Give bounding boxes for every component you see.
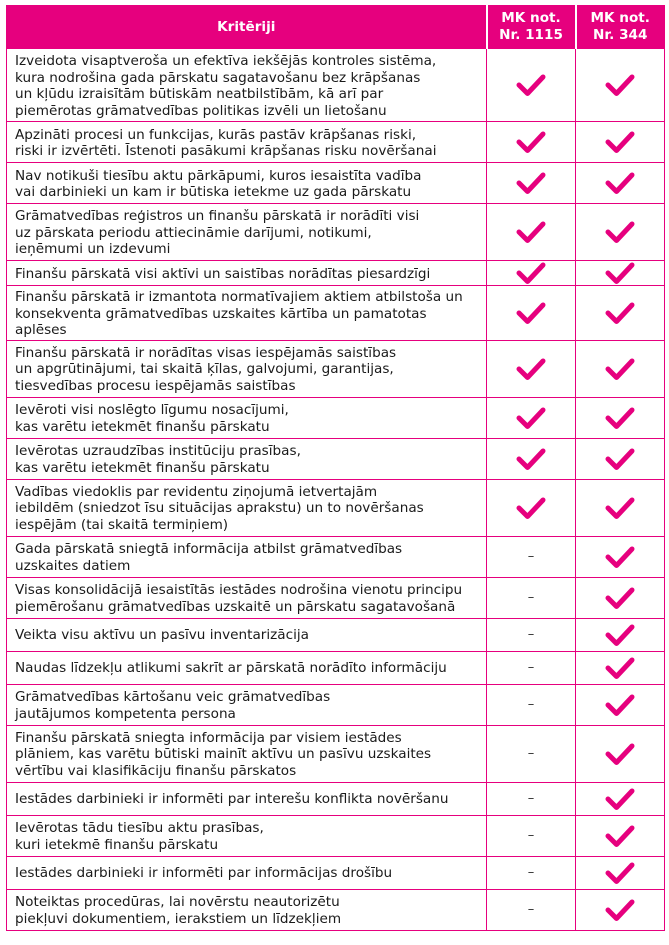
checkmark-icon: [605, 545, 635, 569]
table-row: [7, 684, 665, 725]
dash-mark: –: [527, 659, 535, 675]
mark-cell-mk-344: [576, 889, 665, 930]
checkmark-icon: [605, 824, 635, 848]
mark-cell-mk-344: [576, 286, 665, 341]
criterion-text: Finanšu pārskatā ir izmantota normatīvajiem aktiem atbilstoša un konsekventa grāmatvedības uzskaites kārtība un pamatotas aplēses: [7, 286, 487, 341]
mark-cell-mk-344: [576, 397, 665, 438]
checkmark-icon: [605, 220, 635, 244]
dash-mark: –: [527, 589, 535, 605]
mark-cell-mk-1115: [487, 577, 576, 618]
mark-cell-mk-1115: [487, 684, 576, 725]
table-row: [7, 479, 665, 536]
table-row: [7, 856, 665, 889]
mark-cell-mk-344: [576, 536, 665, 577]
checkmark-icon: [605, 357, 635, 381]
table-row: [7, 397, 665, 438]
table-row: [7, 204, 665, 261]
mark-cell-mk-1115: [487, 286, 576, 341]
mark-cell-mk-344: [576, 684, 665, 725]
mark-cell-mk-344: [576, 577, 665, 618]
mark-cell-mk-1115: [487, 479, 576, 536]
checkmark-icon: [605, 261, 635, 285]
mark-cell-mk-344: [576, 204, 665, 261]
mark-cell-mk-344: [576, 782, 665, 815]
checkmark-icon: [605, 130, 635, 154]
dash-mark: –: [527, 790, 535, 806]
table-body: [7, 49, 665, 931]
table-row: [7, 782, 665, 815]
criterion-text: Izveidota visaptveroša un efektīva iekšējās kontroles sistēma, kura nodrošina gada pārskatu sagatavošanu bez krāpšanas un kļūdu izraisītām būtiskām neatbilstībām, kā arī par piemērotas grāmatvedības politikas izvēli un lietošanu: [7, 49, 487, 122]
criterion-text: Ievēroti visi noslēgto līgumu nosacījumi, kas varētu ietekmēt finanšu pārskatu: [7, 397, 487, 438]
mark-cell-mk-1115: [487, 340, 576, 397]
table-row: [7, 815, 665, 856]
table-row: [7, 536, 665, 577]
mark-cell-mk-1115: [487, 725, 576, 782]
mark-cell-mk-344: [576, 49, 665, 122]
criterion-text: Gada pārskatā sniegtā informācija atbilst grāmatvedības uzskaites datiem: [7, 536, 487, 577]
mark-cell-mk-1115: [487, 782, 576, 815]
dash-mark: –: [527, 548, 535, 564]
checkmark-icon: [516, 73, 546, 97]
criterion-text: Apzināti procesi un funkcijas, kurās pastāv krāpšanas riski, riski ir izvērtēti. Īstenoti pasākumi krāpšanas risku novēršanai: [7, 122, 487, 163]
dash-mark: –: [527, 827, 535, 843]
table-row: [7, 122, 665, 163]
mark-cell-mk-1115: [487, 651, 576, 684]
checkmark-icon: [605, 586, 635, 610]
mark-cell-mk-344: [576, 479, 665, 536]
criterion-text: Nav notikuši tiesību aktu pārkāpumi, kuros iesaistīta vadība vai darbinieki un kam ir būtiska ietekme uz gada pārskatu: [7, 163, 487, 204]
criterion-text: Finanšu pārskatā sniegta informācija par visiem iestādes plāniem, kas varētu būtiski mainīt aktīvu un pasīvu uzskaites vērtību vai klasifikāciju finanšu pārskatos: [7, 725, 487, 782]
mark-cell-mk-1115: [487, 163, 576, 204]
dash-mark: –: [527, 901, 535, 917]
mark-cell-mk-344: [576, 856, 665, 889]
checkmark-icon: [516, 220, 546, 244]
checkmark-icon: [516, 171, 546, 195]
mark-cell-mk-344: [576, 163, 665, 204]
mark-cell-mk-1115: [487, 815, 576, 856]
criterion-text: Visas konsolidācijā iesaistītās iestādes nodrošina vienotu principu piemērošanu grāmatvedības uzskaitē un pārskatu sagatavošanā: [7, 577, 487, 618]
table-row: [7, 286, 665, 341]
header-mk-1115: MK not. Nr. 1115: [487, 6, 576, 49]
table-row: [7, 577, 665, 618]
criterion-text: Iestādes darbinieki ir informēti par interešu konflikta novēršanu: [7, 782, 487, 815]
checkmark-icon: [516, 447, 546, 471]
mark-cell-mk-1115: [487, 438, 576, 479]
mark-cell-mk-344: [576, 651, 665, 684]
checkmark-icon: [605, 301, 635, 325]
dash-mark: –: [527, 696, 535, 712]
checkmark-icon: [516, 301, 546, 325]
dash-mark: –: [527, 626, 535, 642]
table-header-row: [7, 6, 665, 49]
table-row: [7, 163, 665, 204]
checkmark-icon: [605, 693, 635, 717]
mark-cell-mk-344: [576, 618, 665, 651]
header-mk-344: MK not. Nr. 344: [576, 6, 665, 49]
criterion-text: Veikta visu aktīvu un pasīvu inventarizācija: [7, 618, 487, 651]
dash-mark: –: [527, 745, 535, 761]
table-row: [7, 340, 665, 397]
checkmark-icon: [605, 861, 635, 885]
checkmark-icon: [516, 130, 546, 154]
mark-cell-mk-1115: [487, 618, 576, 651]
criterion-text: Naudas līdzekļu atlikumi sakrīt ar pārskatā norādīto informāciju: [7, 651, 487, 684]
checkmark-icon: [605, 171, 635, 195]
mark-cell-mk-1115: [487, 49, 576, 122]
mark-cell-mk-1115: [487, 122, 576, 163]
table-row: [7, 889, 665, 930]
mark-cell-mk-1115: [487, 536, 576, 577]
dash-mark: –: [527, 864, 535, 880]
criterion-text: Finanšu pārskatā visi aktīvi un saistības norādītas piesardzīgi: [7, 261, 487, 286]
mark-cell-mk-1115: [487, 856, 576, 889]
mark-cell-mk-1115: [487, 889, 576, 930]
criterion-text: Vadības viedoklis par revidentu ziņojumā ietvertajām iebildēm (sniedzot īsu situācijas aprakstu) un to novēršanas iespējām (tai skaitā termiņiem): [7, 479, 487, 536]
checkmark-icon: [516, 261, 546, 285]
criterion-text: Grāmatvedības reģistros un finanšu pārskatā ir norādīti visi uz pārskata periodu attiecināmie darījumi, notikumi, ieņēmumi un izdevumi: [7, 204, 487, 261]
mark-cell-mk-344: [576, 815, 665, 856]
mark-cell-mk-344: [576, 725, 665, 782]
table-row: [7, 725, 665, 782]
criterion-text: Noteiktas procedūras, lai novērstu neautorizētu piekļuvi dokumentiem, ierakstiem un līdzekļiem: [7, 889, 487, 930]
table-row: [7, 49, 665, 122]
checkmark-icon: [605, 623, 635, 647]
criterion-text: Iestādes darbinieki ir informēti par informācijas drošību: [7, 856, 487, 889]
criterion-text: Ievērotas tādu tiesību aktu prasības, kuri ietekmē finanšu pārskatu: [7, 815, 487, 856]
header-criteria: Kritēriji: [7, 6, 487, 49]
checkmark-icon: [605, 656, 635, 680]
table-row: [7, 438, 665, 479]
checkmark-icon: [605, 742, 635, 766]
checkmark-icon: [605, 73, 635, 97]
table-row: [7, 651, 665, 684]
criterion-text: Finanšu pārskatā ir norādītas visas iespējamās saistības un apgrūtinājumi, tai skaitā ķīlas, galvojumi, garantijas, tiesvedības procesu iespējamās saistības: [7, 340, 487, 397]
table-row: [7, 618, 665, 651]
checkmark-icon: [605, 406, 635, 430]
mark-cell-mk-1115: [487, 261, 576, 286]
checkmark-icon: [516, 496, 546, 520]
mark-cell-mk-344: [576, 340, 665, 397]
criterion-text: Ievērotas uzraudzības institūciju prasības, kas varētu ietekmēt finanšu pārskatu: [7, 438, 487, 479]
checkmark-icon: [605, 496, 635, 520]
criterion-text: Grāmatvedības kārtošanu veic grāmatvedības jautājumos kompetenta persona: [7, 684, 487, 725]
criteria-table: [6, 5, 665, 931]
mark-cell-mk-1115: [487, 204, 576, 261]
table-row: [7, 261, 665, 286]
mark-cell-mk-344: [576, 261, 665, 286]
checkmark-icon: [605, 787, 635, 811]
checkmark-icon: [605, 898, 635, 922]
checkmark-icon: [516, 357, 546, 381]
mark-cell-mk-1115: [487, 397, 576, 438]
mark-cell-mk-344: [576, 122, 665, 163]
mark-cell-mk-344: [576, 438, 665, 479]
checkmark-icon: [516, 406, 546, 430]
checkmark-icon: [605, 447, 635, 471]
